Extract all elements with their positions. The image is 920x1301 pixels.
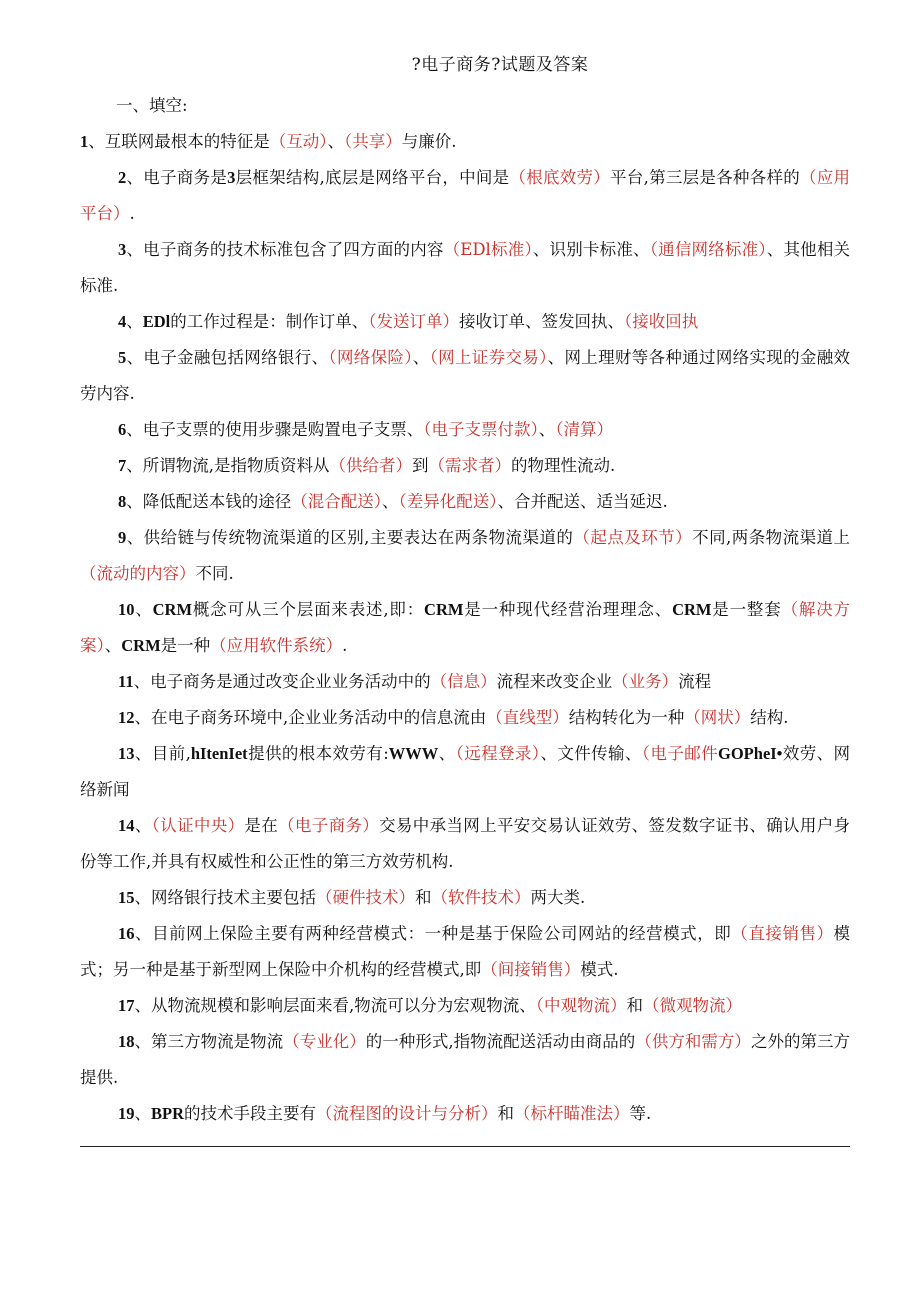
question-item [80, 340, 850, 412]
question-item [80, 664, 850, 700]
answer-text: （软件技术） [431, 888, 531, 907]
question-text: 、电子支票的使用步骤是购置电子支票、 [126, 420, 424, 439]
question-text: 的工作过程是：制作订单、 [170, 312, 369, 331]
answer-text: （直线型） [486, 708, 569, 727]
question-number: 19 [118, 1104, 135, 1123]
question-item [80, 700, 850, 736]
bold-term: CRM [152, 600, 193, 619]
question-text: 、文件传输、 [540, 744, 642, 763]
question-number: 14 [118, 816, 135, 835]
answer-text: （信息） [430, 672, 497, 691]
question-item [80, 520, 850, 592]
question-text: 模式. [580, 960, 619, 979]
answer-text: （网上证券交易） [429, 348, 548, 367]
answer-text: （标杆瞄准法） [514, 1104, 630, 1123]
bottom-divider [80, 1146, 850, 1147]
question-number: 12 [118, 708, 135, 727]
answer-text: （流程图的设计与分析） [316, 1104, 498, 1123]
bold-term: 3 [227, 168, 236, 187]
question-text: 、降低配送本钱的途径 [126, 492, 292, 511]
answer-text: （直接销售） [731, 924, 834, 943]
answer-text: （专业化） [283, 1032, 366, 1051]
question-text: 是一整套 [711, 600, 782, 619]
answer-text: （差异化配送） [398, 492, 498, 511]
question-text: 和 [415, 888, 432, 907]
question-text: 、合并配送、适当延迟. [497, 492, 668, 511]
answer-text: （电子支票付款） [423, 420, 539, 439]
answer-text: （远程登录） [455, 744, 541, 763]
question-number: 9 [118, 528, 127, 547]
question-text: 的物理性流动. [511, 456, 616, 475]
question-number: 17 [118, 996, 135, 1015]
question-number: 4 [118, 312, 127, 331]
question-item [80, 484, 850, 520]
bold-term: CRM [672, 600, 712, 619]
question-text: 接收订单、签发回执、 [459, 312, 625, 331]
question-text: 、所谓物流,是指物质资料从 [126, 456, 330, 475]
question-item [80, 160, 850, 232]
question-text: 和 [497, 1104, 514, 1123]
question-number: 7 [118, 456, 127, 475]
document-title: ?电子商务?试题及答案 [411, 55, 589, 75]
question-text: 、 [438, 744, 456, 763]
question-item [80, 1024, 850, 1096]
question-text: 结构转化为一种 [568, 708, 685, 727]
question-text: 、互联网最根本的特征是 [88, 132, 270, 151]
answer-text: （间接销售） [481, 960, 581, 979]
question-text: 、目前网上保险主要有两种经营模式：一种是基于保险公司网站的经营模式，即 [134, 924, 732, 943]
question-text: 、 [412, 348, 430, 367]
question-item [80, 880, 850, 916]
question-item [80, 808, 850, 880]
answer-text: （根底效劳） [509, 168, 611, 187]
question-item [80, 448, 850, 484]
question-text: 、网络银行技术主要包括 [134, 888, 316, 907]
bold-term: hItenIet [190, 744, 248, 763]
question-text: 不同. [195, 564, 234, 583]
answer-text: （认证中央） [151, 816, 245, 835]
question-number: 5 [118, 348, 127, 367]
question-text: 、电子商务是 [126, 168, 228, 187]
bold-term: BPR [151, 1104, 184, 1123]
question-item [80, 304, 850, 340]
question-text: 、 [134, 816, 152, 835]
bold-term: CRM [121, 636, 161, 655]
question-item [80, 916, 850, 988]
answer-text: （应用平台） [80, 168, 851, 223]
answer-text: （硬件技术） [316, 888, 415, 907]
question-text: 到 [412, 456, 429, 475]
question-text: 模式；另一种是基于新型网上保险中介机构的经营模式,即 [80, 924, 851, 979]
question-text: 交易中承当网上平安交易认证效劳、签发数字证书、确认用户身份等工作,并具有权威性和公正性的第三方效劳机构. [80, 816, 851, 871]
question-text: 、 [104, 636, 122, 655]
answer-text: （混合配送） [291, 492, 382, 511]
bold-term: WWW [388, 744, 439, 763]
question-text: 、从物流规模和影响层面来看,物流可以分为宏观物流、 [134, 996, 536, 1015]
question-text: 之外的第三方提供. [80, 1032, 851, 1087]
question-text: 、目前, [134, 744, 191, 763]
question-number: 15 [118, 888, 135, 907]
question-number: 10 [118, 600, 135, 619]
answer-text: （解决方案） [80, 600, 851, 655]
question-text: 、第三方物流是物流 [134, 1032, 284, 1051]
question-text: 流程 [678, 672, 712, 691]
question-number: 13 [118, 744, 135, 763]
answer-text: （EDl标准） [443, 240, 533, 259]
answer-text: （起点及环节） [573, 528, 693, 547]
question-number: 8 [118, 492, 127, 511]
question-text: 、 [134, 1104, 151, 1123]
answer-text: （供方和需方） [635, 1032, 751, 1051]
answer-text: （需求者） [428, 456, 511, 475]
answer-text: （网络保险） [328, 348, 413, 367]
question-number: 18 [118, 1032, 135, 1051]
bold-term: GOPheI• [718, 744, 783, 763]
answer-text: （电子商务） [278, 816, 380, 835]
question-text: . [342, 636, 348, 655]
question-item [80, 1096, 850, 1132]
question-number: 3 [118, 240, 127, 259]
answer-text: （网状） [684, 708, 751, 727]
question-text: 流程来改变企业 [496, 672, 613, 691]
question-number: 1 [80, 132, 89, 151]
question-text: 的技术手段主要有 [184, 1104, 316, 1123]
question-item [80, 592, 850, 664]
question-text: 、在电子商务环境中,企业业务活动中的信息流由 [134, 708, 487, 727]
question-text: 、 [134, 600, 153, 619]
question-text: 是一种 [160, 636, 211, 655]
answer-text: （应用软件系统） [210, 636, 343, 655]
answer-text: （业务） [612, 672, 679, 691]
question-item [80, 412, 850, 448]
section-heading: 一、填空: [116, 96, 188, 115]
question-text: 、电子商务的技术标准包含了四方面的内容 [126, 240, 444, 259]
question-text: 的一种形式,指物流配送活动由商品的 [365, 1032, 636, 1051]
question-text: 、其他相关标准. [80, 240, 851, 295]
question-text: 、电子商务是通过改变企业业务活动中的 [133, 672, 431, 691]
answer-text: （清算） [555, 420, 613, 439]
answer-text: （接收回执 [624, 312, 699, 331]
question-text: 、网上理财等各种通过网络实现的金融效劳内容. [80, 348, 851, 403]
answer-text: （微观物流） [643, 996, 742, 1015]
question-number: 16 [118, 924, 135, 943]
question-text: 、 [538, 420, 556, 439]
document-body [80, 88, 850, 1132]
question-item [80, 988, 850, 1024]
question-text: 、识别卡标准、 [532, 240, 650, 259]
answer-text: （中观物流） [535, 996, 627, 1015]
question-item [80, 736, 850, 808]
question-item [80, 232, 850, 304]
answer-text: （供给者） [329, 456, 412, 475]
question-text: 层框架结构,底层是网络平台，中间是 [235, 168, 510, 187]
question-text: 效劳、网络新闻 [80, 744, 851, 799]
question-text: 、 [382, 492, 399, 511]
question-text: 概念可从三个层面来表述,即： [192, 600, 425, 619]
answer-text: （通信网络标准） [649, 240, 767, 259]
question-text: 、 [126, 312, 143, 331]
question-text: 、 [327, 132, 344, 151]
question-text: 、电子金融包括网络银行、 [126, 348, 329, 367]
answer-text: （共享） [344, 132, 402, 151]
question-text: 和 [626, 996, 643, 1015]
question-number: 2 [118, 168, 127, 187]
question-text: 结构. [750, 708, 789, 727]
question-text: . [129, 204, 135, 223]
question-text: 、供给链与传统物流渠道的区别,主要表达在两条物流渠道的 [126, 528, 574, 547]
answer-text: （电子邮件 [641, 744, 719, 763]
question-item [80, 124, 850, 160]
question-text: 两大类. [530, 888, 586, 907]
question-text: 提供的根本效劳有: [247, 744, 389, 763]
question-text: 是一种现代经营治理理念、 [463, 600, 673, 619]
answer-text: （发送订单） [368, 312, 460, 331]
question-text: 是在 [244, 816, 279, 835]
question-list [80, 124, 850, 1132]
question-number: 11 [118, 672, 134, 691]
bold-term: CRM [424, 600, 464, 619]
question-text: 等. [629, 1104, 652, 1123]
question-text: 平台,第三层是各种各样的 [610, 168, 800, 187]
question-text: 与廉价. [401, 132, 457, 151]
question-number: 6 [118, 420, 127, 439]
answer-text: （互动） [269, 132, 328, 151]
question-text: 不同,两条物流渠道上 [692, 528, 851, 547]
answer-text: （流动的内容） [80, 564, 196, 583]
bold-term: EDl [142, 312, 171, 331]
